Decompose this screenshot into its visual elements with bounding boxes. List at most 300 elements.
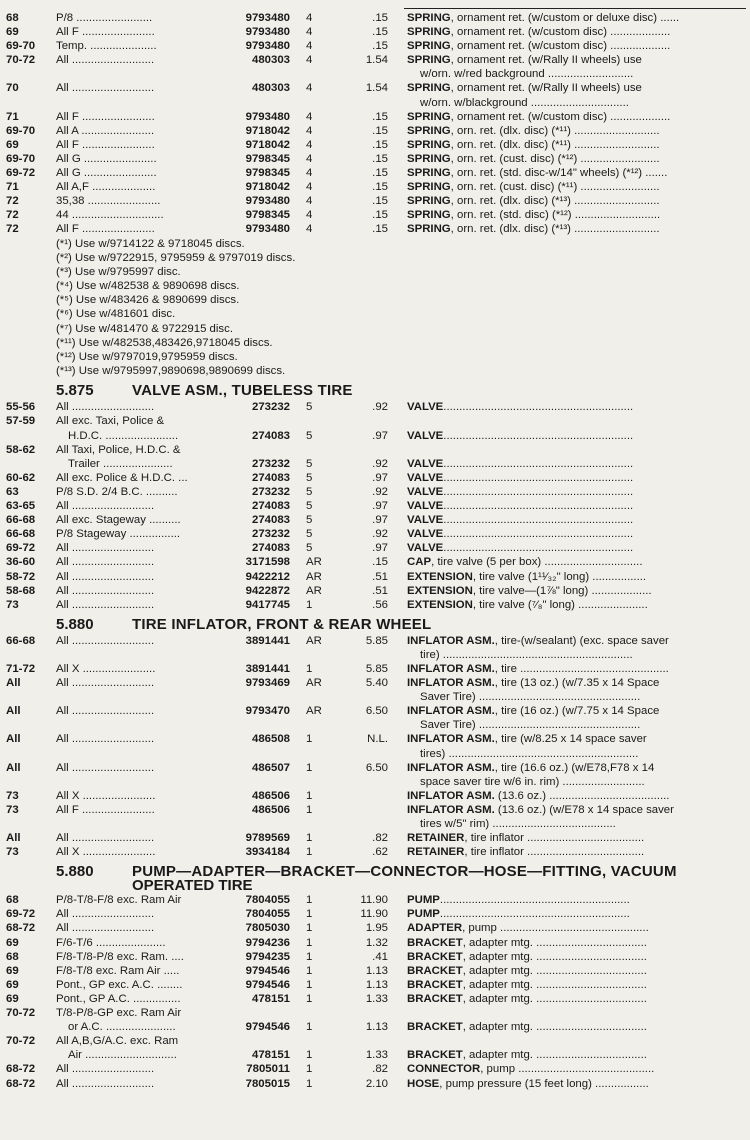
model-applicability: All .......................... <box>56 54 155 67</box>
part-detail: , tire (16 oz.) (w/7.75 x 14 Space <box>494 705 660 718</box>
quantity: 5 <box>306 514 313 527</box>
model-applicability: F/8-T/8-P/8 exc. Ram. .... <box>56 950 184 963</box>
part-description <box>407 1048 746 1062</box>
part-detail: (13.6 oz.) (w/E78 x 14 space saver <box>494 803 674 816</box>
price: .56 <box>372 598 388 611</box>
quantity: 1 <box>306 733 313 746</box>
quantity: AR <box>306 584 322 597</box>
year-range: 58-68 <box>6 584 36 597</box>
part-description <box>407 194 746 208</box>
part-number: 7804055 <box>245 908 290 921</box>
footnote: (*¹³) Use w/9795997,9890698,9890699 discs. <box>56 365 286 378</box>
part-name: RETAINER <box>407 832 465 845</box>
part-number: 7804055 <box>245 894 290 907</box>
part-name: SPRING <box>407 26 451 39</box>
part-description <box>407 676 746 690</box>
price: 1.13 <box>365 964 388 977</box>
part-detail: ............................................................ <box>443 485 634 498</box>
part-detail: , orn. ret. (cust. disc) (*¹²) ......................... <box>450 152 660 165</box>
price: 1.33 <box>365 992 388 1005</box>
quantity: 5 <box>306 429 313 442</box>
part-description <box>407 25 746 39</box>
part-description <box>407 499 746 513</box>
model-applicability: All .......................... <box>56 1077 155 1090</box>
part-description <box>407 208 746 222</box>
model-applicability: All .......................... <box>56 584 155 597</box>
year-range: 69-72 <box>6 542 36 555</box>
part-description <box>407 81 746 95</box>
part-number: 9793480 <box>245 26 290 39</box>
part-name: SPRING <box>407 209 451 222</box>
part-row-continuation <box>6 747 746 761</box>
part-description <box>407 471 746 485</box>
year-range: 68-72 <box>6 1063 36 1076</box>
part-detail: , adapter mtg. ................................... <box>462 1021 647 1034</box>
part-description <box>407 789 746 803</box>
part-description-cont: tires) ............................................................ <box>420 747 639 760</box>
price: .15 <box>372 138 388 151</box>
part-description <box>407 1020 746 1034</box>
quantity: 4 <box>306 181 313 194</box>
quantity: 1 <box>306 1077 313 1090</box>
quantity: 1 <box>306 761 313 774</box>
part-row-continuation <box>6 718 746 732</box>
part-description <box>407 180 746 194</box>
part-row <box>6 950 746 964</box>
part-description <box>407 662 746 676</box>
part-number: 478151 <box>251 992 290 1005</box>
year-range: 68 <box>6 894 19 907</box>
part-row <box>6 81 746 95</box>
year-range: All <box>6 761 21 774</box>
part-description <box>407 634 746 648</box>
part-number: 9798345 <box>245 209 290 222</box>
price: .82 <box>372 832 388 845</box>
quantity: 5 <box>306 457 313 470</box>
part-row <box>6 992 746 1006</box>
model-applicability: All X ....................... <box>56 789 156 802</box>
part-description <box>407 907 746 921</box>
part-number: 3171598 <box>245 556 290 569</box>
part-name: BRACKET <box>407 1021 463 1034</box>
section-number: 5.880 <box>56 863 94 881</box>
price: .82 <box>372 1063 388 1076</box>
part-detail: , adapter mtg. ................................... <box>462 964 647 977</box>
part-row <box>6 662 746 676</box>
year-range: 68 <box>6 12 19 24</box>
part-row <box>6 803 746 817</box>
year-range: 69 <box>6 26 19 39</box>
price: .15 <box>372 12 388 24</box>
part-name: PUMP <box>407 894 440 907</box>
model-applicability: All .......................... <box>56 598 155 611</box>
section-title: TIRE INFLATOR, FRONT & REAR WHEEL <box>132 615 432 633</box>
quantity: 1 <box>306 992 313 1005</box>
quantity: 4 <box>306 124 313 137</box>
price: .51 <box>372 570 388 583</box>
price: 1.54 <box>365 54 388 67</box>
part-row <box>6 527 746 541</box>
model-applicability: F/8-T/8 exc. Ram Air ..... <box>56 964 180 977</box>
part-number: 274083 <box>251 429 290 442</box>
part-row <box>6 704 746 718</box>
price: 1.33 <box>365 1049 388 1062</box>
part-detail: , orn. ret. (dlx. disc) (*¹¹) ........................... <box>450 124 660 137</box>
part-number: 273232 <box>251 457 290 470</box>
part-name: CONNECTOR <box>407 1063 481 1076</box>
quantity: 1 <box>306 950 313 963</box>
price: 1.13 <box>365 978 388 991</box>
part-description <box>407 555 746 569</box>
footnote: (*¹) Use w/9714122 & 9718045 discs. <box>56 237 245 250</box>
part-description <box>407 1062 746 1076</box>
year-range: 69-70 <box>6 152 36 165</box>
part-detail: , orn. ret. (dlx. disc) (*¹¹) ........................... <box>450 138 660 151</box>
model-applicability: P/8-T/8-F/8 exc. Ram Air <box>56 894 182 907</box>
part-detail: , tire (w/8.25 x 14 space saver <box>494 733 647 746</box>
part-description <box>407 704 746 718</box>
part-name: SPRING <box>407 82 451 95</box>
quantity: 1 <box>306 662 313 675</box>
model-applicability: All .......................... <box>56 542 155 555</box>
part-number: 3891441 <box>245 634 290 647</box>
part-name: BRACKET <box>407 964 463 977</box>
part-detail: , tire valve (1¹¹⁄₃₂" long) ................. <box>472 570 647 583</box>
part-number: 9793480 <box>245 223 290 236</box>
year-range: 73 <box>6 803 19 816</box>
part-name: RETAINER <box>407 846 465 859</box>
part-description <box>407 761 746 775</box>
part-name: INFLATOR ASM. <box>407 803 495 816</box>
price: 1.13 <box>365 1021 388 1034</box>
footnote: (*⁴) Use w/482538 & 9890698 discs. <box>56 280 240 293</box>
model-applicability-cont: H.D.C. ....................... <box>68 429 179 442</box>
part-number: 9794235 <box>245 950 290 963</box>
part-detail: , tire inflator ..................................... <box>464 832 645 845</box>
part-name: INFLATOR ASM. <box>407 761 495 774</box>
part-name: SPRING <box>407 181 451 194</box>
part-description <box>407 921 746 935</box>
part-row <box>6 541 746 555</box>
part-row <box>6 584 746 598</box>
part-row <box>6 893 746 907</box>
part-name: BRACKET <box>407 992 463 1005</box>
part-description-cont: Saver Tire) ................................................... <box>420 719 641 732</box>
part-name: ADAPTER <box>407 922 463 935</box>
part-description-cont: space saver tire w/6 in. rim) .......................... <box>420 775 645 788</box>
quantity: 4 <box>306 54 313 67</box>
part-detail: , tire valve—(1⅞" long) ................... <box>472 584 652 597</box>
part-name: INFLATOR ASM. <box>407 677 495 690</box>
part-description <box>407 400 746 414</box>
section-header <box>6 612 746 634</box>
part-description <box>407 1077 746 1091</box>
quantity: AR <box>306 634 322 647</box>
part-row <box>6 1020 746 1034</box>
quantity: AR <box>306 570 322 583</box>
quantity: 4 <box>306 110 313 123</box>
part-description <box>407 598 746 612</box>
footnote: (*¹²) Use w/9797019,9795959 discs. <box>56 351 238 363</box>
part-row <box>6 598 746 612</box>
part-detail: , ornament ret. (w/custom disc) ................... <box>450 110 671 123</box>
quantity: 1 <box>306 894 313 907</box>
part-name: VALVE <box>407 542 444 555</box>
part-detail: , orn. ret. (cust. disc) (*¹¹) ......................... <box>450 181 660 194</box>
model-applicability: All .......................... <box>56 500 155 513</box>
part-row <box>6 485 746 499</box>
price: .15 <box>372 26 388 39</box>
price: .92 <box>372 528 388 541</box>
price: 6.50 <box>365 705 388 718</box>
quantity: 4 <box>306 40 313 53</box>
part-row-continuation <box>6 648 746 662</box>
quantity: 1 <box>306 803 313 816</box>
part-row <box>6 499 746 513</box>
footnote: (*⁷) Use w/481470 & 9722915 disc. <box>56 322 233 335</box>
year-range: All <box>6 733 21 746</box>
quantity: 4 <box>306 223 313 236</box>
part-row <box>6 789 746 803</box>
part-number: 9793480 <box>245 110 290 123</box>
price: .15 <box>372 209 388 222</box>
part-row <box>6 166 746 180</box>
year-range: 69 <box>6 936 19 949</box>
part-detail: , orn. ret. (dlx. disc) (*¹³) ........................... <box>450 223 660 236</box>
part-detail: , tire inflator ..................................... <box>464 846 645 859</box>
part-row-model-line <box>6 414 746 428</box>
model-applicability: All G ....................... <box>56 152 157 165</box>
model-applicability-cont: or A.C. ...................... <box>68 1021 176 1034</box>
year-range: 73 <box>6 846 19 859</box>
quantity: AR <box>306 677 322 690</box>
year-range: 72 <box>6 195 19 208</box>
part-detail: , pump ........................................... <box>480 1063 655 1076</box>
part-detail: , ornament ret. (w/custom disc) ................... <box>450 40 671 53</box>
part-name: SPRING <box>407 40 451 53</box>
part-detail: ............................................................ <box>439 908 630 921</box>
model-applicability: All .......................... <box>56 922 155 935</box>
part-description <box>407 166 746 180</box>
part-row <box>6 570 746 584</box>
part-detail: ............................................................ <box>443 471 634 484</box>
part-number: 9793470 <box>245 705 290 718</box>
year-range: 58-72 <box>6 570 36 583</box>
model-applicability: All .......................... <box>56 677 155 690</box>
part-description <box>407 831 746 845</box>
footnote: (*¹¹) Use w/482538,483426,9718045 discs. <box>56 336 273 349</box>
quantity: 5 <box>306 401 313 414</box>
part-number: 9793480 <box>245 40 290 53</box>
price: .15 <box>372 556 388 569</box>
part-row-model-line <box>6 1034 746 1048</box>
quantity: 5 <box>306 528 313 541</box>
price: .62 <box>372 846 388 859</box>
model-applicability: All .......................... <box>56 761 155 774</box>
part-row <box>6 845 746 859</box>
part-description-cont: w/orn. w/red background ........................... <box>420 68 634 81</box>
part-number: 486506 <box>251 803 290 816</box>
model-applicability: All G ....................... <box>56 167 157 180</box>
part-row <box>6 1048 746 1062</box>
part-name: BRACKET <box>407 936 463 949</box>
price: .97 <box>372 514 388 527</box>
model-applicability: All .......................... <box>56 733 155 746</box>
part-row <box>6 457 746 471</box>
part-name: INFLATOR ASM. <box>407 733 495 746</box>
part-number: 9794236 <box>245 936 290 949</box>
part-name: VALVE <box>407 429 444 442</box>
part-number: 7805030 <box>245 922 290 935</box>
price: .15 <box>372 167 388 180</box>
price: 1.32 <box>365 936 388 949</box>
part-detail: ............................................................ <box>443 528 634 541</box>
part-number: 478151 <box>251 1049 290 1062</box>
part-detail: , ornament ret. (w/Rally II wheels) use <box>450 54 642 67</box>
part-description-cont: w/orn. w/blackground ............................... <box>420 96 629 109</box>
part-name: CAP <box>407 556 432 569</box>
part-name: INFLATOR ASM. <box>407 789 495 802</box>
model-applicability: All A,B,G/A.C. exc. Ram <box>56 1035 179 1048</box>
price: N.L. <box>367 733 388 746</box>
part-name: SPRING <box>407 138 451 151</box>
quantity: 4 <box>306 12 313 24</box>
part-number: 486507 <box>251 761 290 774</box>
part-name: VALVE <box>407 514 444 527</box>
price: .15 <box>372 152 388 165</box>
part-number: 9798345 <box>245 167 290 180</box>
part-number: 9422872 <box>245 584 290 597</box>
model-applicability: Temp. ..................... <box>56 40 157 53</box>
model-applicability: All .......................... <box>56 705 155 718</box>
section-title: VALVE ASM., TUBELESS TIRE <box>132 382 353 400</box>
part-number: 486506 <box>251 789 290 802</box>
catalog-content <box>6 9 746 1091</box>
part-name: VALVE <box>407 528 444 541</box>
year-range: All <box>6 677 21 690</box>
model-applicability: P/8 Stageway ................ <box>56 528 181 541</box>
part-row <box>6 222 746 236</box>
part-row <box>6 152 746 166</box>
part-detail: , adapter mtg. ................................... <box>462 978 647 991</box>
part-number: 480303 <box>251 82 290 95</box>
year-range: 70-72 <box>6 1035 36 1048</box>
part-number: 274083 <box>251 471 290 484</box>
price: 5.85 <box>365 634 388 647</box>
part-row <box>6 921 746 935</box>
part-row <box>6 936 746 950</box>
year-range: 69 <box>6 992 19 1005</box>
model-applicability: All F ....................... <box>56 138 155 151</box>
price: .97 <box>372 500 388 513</box>
part-number: 9793480 <box>245 195 290 208</box>
price: .92 <box>372 457 388 470</box>
part-name: VALVE <box>407 401 444 414</box>
quantity: 5 <box>306 542 313 555</box>
part-row <box>6 124 746 138</box>
part-description <box>407 570 746 584</box>
year-range: 55-56 <box>6 401 36 414</box>
section-header <box>6 859 746 893</box>
part-detail: , ornament ret. (w/Rally II wheels) use <box>450 82 642 95</box>
part-detail: ............................................................ <box>443 500 634 513</box>
part-name: BRACKET <box>407 978 463 991</box>
model-applicability: All A,F .................... <box>56 181 156 194</box>
quantity: 1 <box>306 908 313 921</box>
part-description <box>407 950 746 964</box>
part-description-cont: tires w/5" rim) ....................................... <box>420 818 616 830</box>
part-detail: , tire valve (5 per box) ............................... <box>431 556 643 569</box>
price: .15 <box>372 181 388 194</box>
part-detail: , pump pressure (15 feet long) ................. <box>439 1077 649 1090</box>
year-range: 71-72 <box>6 662 36 675</box>
quantity: 1 <box>306 832 313 845</box>
model-applicability: T/8-P/8-GP exc. Ram Air <box>56 1007 182 1020</box>
part-name: VALVE <box>407 471 444 484</box>
part-row <box>6 907 746 921</box>
part-row <box>6 471 746 485</box>
quantity: 4 <box>306 152 313 165</box>
year-range: 70-72 <box>6 54 36 67</box>
model-applicability: Pont., GP A.C. ............... <box>56 992 181 1005</box>
part-detail: ............................................................ <box>443 457 634 470</box>
year-range: 66-68 <box>6 634 36 647</box>
price: .15 <box>372 195 388 208</box>
quantity: 4 <box>306 195 313 208</box>
price: .15 <box>372 110 388 123</box>
part-row <box>6 429 746 443</box>
year-range: 66-68 <box>6 528 36 541</box>
part-row <box>6 831 746 845</box>
part-number: 9794546 <box>245 964 290 977</box>
model-applicability: All exc. Stageway .......... <box>56 514 181 527</box>
quantity: 1 <box>306 789 313 802</box>
model-applicability: All .......................... <box>56 556 155 569</box>
part-description <box>407 527 746 541</box>
part-name: VALVE <box>407 457 444 470</box>
part-detail: , tire ............................................... <box>494 662 669 675</box>
part-detail: ............................................................ <box>443 401 634 414</box>
price: 1.95 <box>365 922 388 935</box>
quantity: 1 <box>306 1063 313 1076</box>
parts-catalog-page <box>6 8 746 1091</box>
model-applicability: 44 ............................. <box>56 209 164 222</box>
price: .15 <box>372 40 388 53</box>
part-row <box>6 1077 746 1091</box>
model-applicability: F/6-T/6 ...................... <box>56 936 166 949</box>
price: 5.40 <box>365 677 388 690</box>
part-number: 480303 <box>251 54 290 67</box>
part-name: SPRING <box>407 223 451 236</box>
year-range: 68 <box>6 950 19 963</box>
part-name: SPRING <box>407 110 451 123</box>
part-number: 9794546 <box>245 978 290 991</box>
model-applicability: All exc. Police & H.D.C. ... <box>56 471 188 484</box>
part-number: 273232 <box>251 528 290 541</box>
model-applicability: 35,38 ....................... <box>56 195 161 208</box>
year-range: 72 <box>6 223 19 236</box>
price: .15 <box>372 124 388 137</box>
model-applicability: All X ....................... <box>56 846 156 859</box>
model-applicability: All exc. Taxi, Police & <box>56 415 165 428</box>
part-detail: ............................................................ <box>443 429 634 442</box>
part-number: 9718042 <box>245 138 290 151</box>
part-detail: , tire (13 oz.) (w/7.35 x 14 Space <box>494 677 660 690</box>
year-range: 69 <box>6 978 19 991</box>
quantity: 4 <box>306 82 313 95</box>
quantity: AR <box>306 705 322 718</box>
part-row <box>6 1062 746 1076</box>
